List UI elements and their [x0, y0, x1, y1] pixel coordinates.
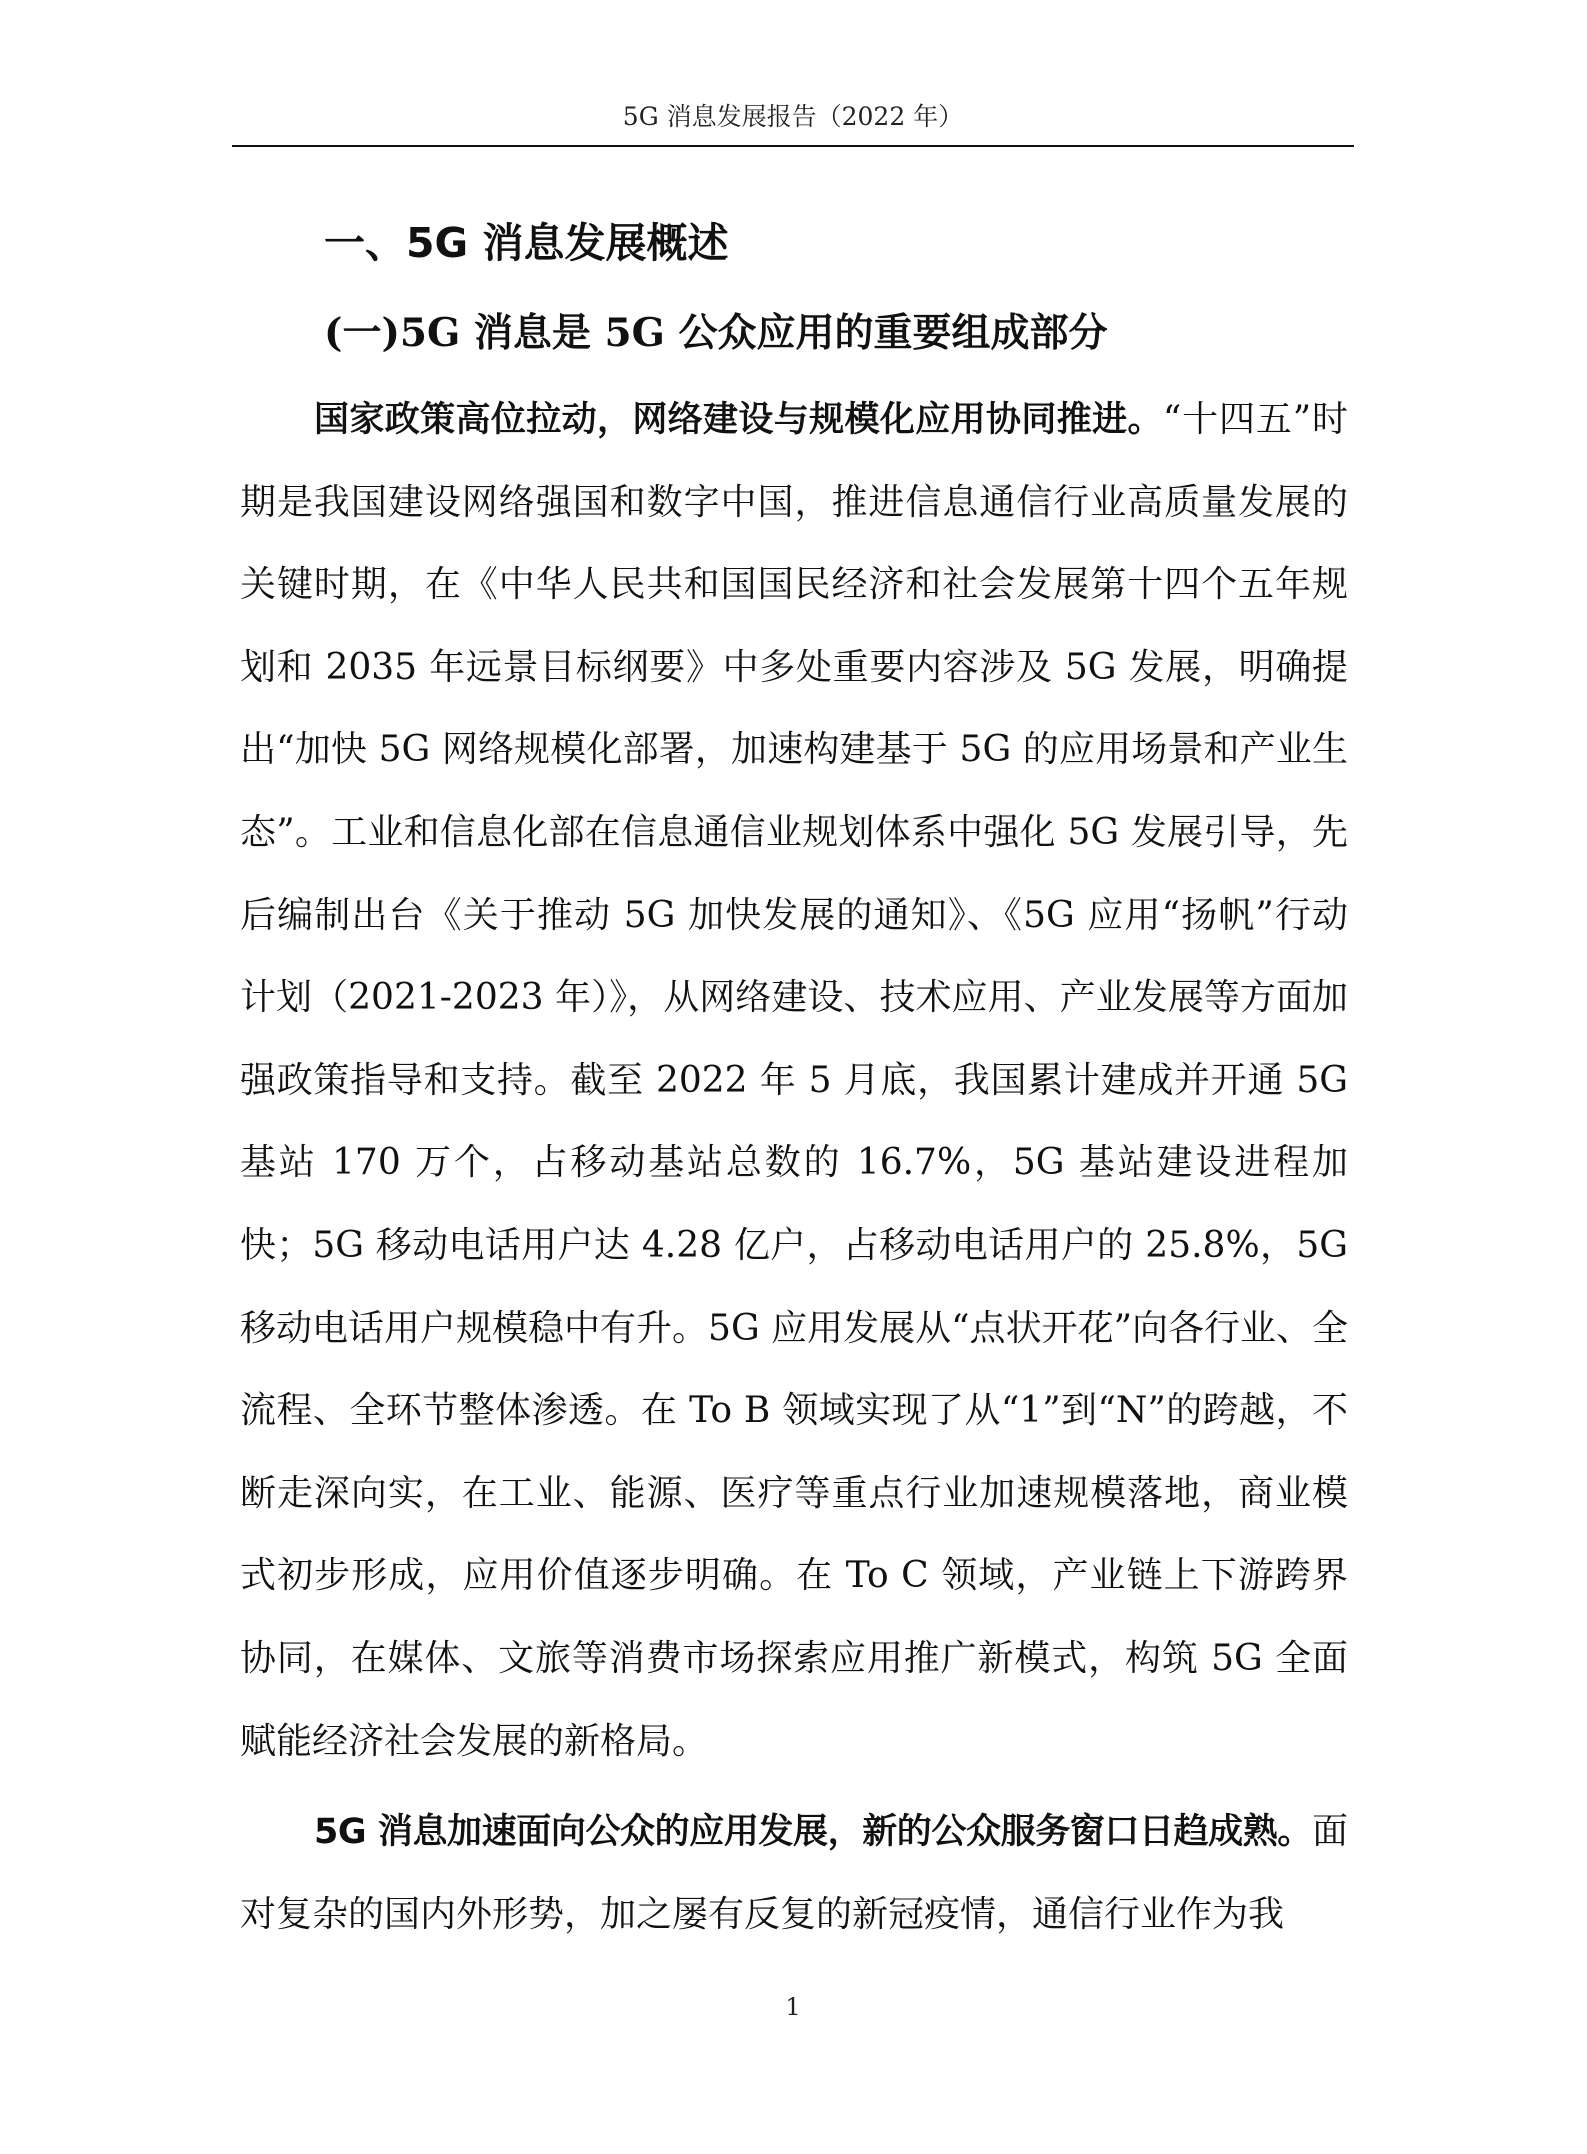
paragraph-text: 面对复杂的国内外形势，加之屡有反复的新冠疫情，通信行业作为我 — [240, 1811, 1348, 1935]
running-header: 5G 消息发展报告（2022 年） — [622, 102, 964, 131]
header-divider — [232, 145, 1354, 147]
subsection-heading: (一)5G 消息是 5G 公众应用的重要组成部分 — [324, 310, 1108, 356]
body-paragraph-1 — [240, 379, 1348, 1783]
paragraph-text: “十四五”时期是我国建设网络强国和数字中国，推进信息通信行业高质量发展的关键时期，在《中华人民共和国国民经济和社会发展第十四个五年规划和 2035 年远景目标纲要》中多处重要内容涉及 5G 发展，明确提出“加快 5G 网络规模化部署，加速构建基于 5G 的应用场景和产业生态”。工业和信息化部在信息通信业规划体系中强化 5G 发展引导，先后编制出台《关于推动 5G 加快发展的通知》、《5G 应用“扬帆”行动计划（2021-2023 年）》，从网络建设、技术应用、产业发展等方面加强政策指导和支持。截至 2022 年 5 月底，我国累计建成并开通 5G 基站 170 万个，占移动基站总数的 16.7%，5G 基站建设进程加快；5G 移动电话用户达 4.28 亿户，占移动电话用户的 25.8%，5G 移动电话用户规模稳中有升。5G 应用发展从“点状开花”向各行业、全流程、全环节整体渗透。在 To B 领域实现了从“1”到“N”的跨越，不断走深向实，在工业、能源、医疗等重点行业加速规模落地，商业模式初步形成，应用价值逐步明确。在 To C 领域，产业链上下游跨界协同，在媒体、文旅等消费市场探索应用推广新模式，构筑 5G 全面赋能经济社会发展的新格局。 — [240, 399, 1348, 1762]
section-heading: 一、5G 消息发展概述 — [324, 219, 729, 267]
paragraph-lead-sentence: 国家政策高位拉动，网络建设与规模化应用协同推进。 — [314, 400, 1163, 440]
document-body — [240, 203, 1348, 1964]
page-number: 1 — [785, 1993, 801, 2021]
body-paragraph-2 — [240, 1791, 1348, 1956]
paragraph-lead-sentence: 5G 消息加速面向公众的应用发展，新的公众服务窗口日趋成熟。 — [314, 1812, 1312, 1853]
